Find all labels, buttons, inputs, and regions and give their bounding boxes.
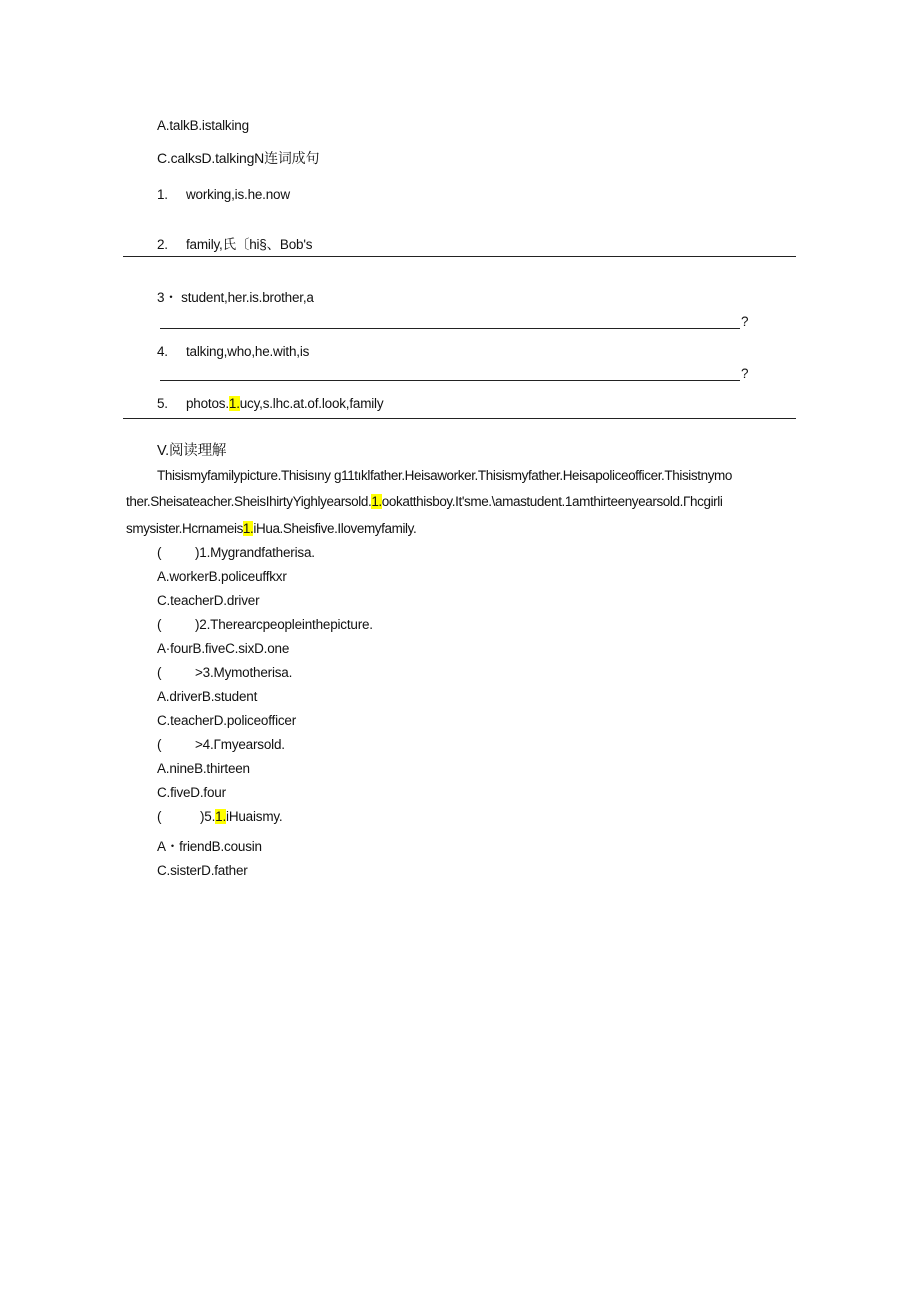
question-5 (157, 808, 282, 826)
ordering-item-3 (157, 289, 314, 307)
ordering-item-2 (157, 236, 312, 254)
choice-line-2: C.calksD.talkingN连词成句 (157, 150, 320, 166)
options-row: C.teacherD.policeofficer (157, 713, 297, 728)
item-number: 2. (157, 237, 168, 252)
options-row: A·fourB.fiveC.sixD.one (157, 641, 290, 656)
highlighted-text: 1. (215, 809, 227, 824)
ordering-item-5 (157, 395, 383, 413)
item-number: 4. (157, 344, 168, 359)
answer-paren[interactable]: ( (157, 737, 162, 752)
answer-paren[interactable]: ( (157, 617, 162, 632)
answer-rule (123, 256, 796, 257)
item-number: 3・ (157, 290, 178, 305)
question-2 (157, 616, 373, 634)
options-row: C.fiveD.four (157, 785, 226, 800)
options-row: C.teacherD.driver (157, 593, 260, 608)
passage-line-2 (126, 493, 722, 511)
ordering-item-1 (157, 186, 290, 204)
highlighted-text: 1. (242, 521, 254, 536)
question-stem: >3.Mymotherisa. (195, 665, 293, 680)
passage-line-1: Thisismyfamilypicture.Thisisıny g11tıklfather.Heisaworker.Thisismyfather.Heisapoliceofficer.Thisistnymo (157, 468, 733, 483)
answer-blank[interactable] (160, 328, 740, 329)
choice-line-1: A.talkB.istalking (157, 118, 249, 133)
answer-blank[interactable] (160, 380, 740, 381)
answer-paren[interactable]: ( (157, 665, 162, 680)
question-stem: )1.Mygrandfatherisa. (195, 545, 315, 560)
ordering-item-4 (157, 343, 309, 361)
question-stem: )2.Therearcpeopleinthepicture. (195, 617, 373, 632)
highlighted-text: 1. (228, 396, 240, 411)
question-mark: ? (741, 314, 749, 329)
item-words: ucy,s.lhc.at.of.look,family (239, 396, 384, 411)
answer-paren[interactable]: ( (157, 545, 162, 560)
question-3 (157, 664, 292, 682)
item-words: working,is.he.now (186, 187, 290, 202)
answer-rule (123, 418, 796, 419)
question-4 (157, 736, 285, 754)
options-row: C.sisterD.father (157, 863, 248, 878)
item-words: photos. (186, 396, 229, 411)
options-row: A.driverB.student (157, 689, 258, 704)
question-1 (157, 544, 315, 562)
options-row: A・friendB.cousin (157, 839, 262, 854)
passage-text: ookatthisboy.It'sme.\amastudent.1amthirteenyearsold.Γhcgirli (381, 494, 723, 509)
question-mark: ? (741, 366, 749, 381)
item-number: 1. (157, 187, 168, 202)
section-heading: V.阅读理解 (157, 443, 227, 459)
item-words: talking,who,he.with,is (186, 344, 310, 359)
options-row: A.workerB.policeuffkxr (157, 569, 287, 584)
question-stem: >4.Γmyearsold. (195, 737, 285, 752)
passage-text: ther.Sheisateacher.SheisIhirtyYighlyearsold. (126, 494, 372, 509)
item-number: 5. (157, 396, 168, 411)
passage-text: smysister.Hcrnameis (126, 521, 243, 536)
item-words: family,氏〔hi§、Bob's (186, 237, 313, 252)
question-stem: iHuaismy. (226, 809, 283, 824)
passage-line-3 (126, 520, 416, 538)
item-words: student,her.is.brother,a (181, 290, 314, 305)
answer-paren[interactable]: ( (157, 809, 162, 824)
passage-text: iHua.Sheisfive.Ilovemyfamily. (253, 521, 417, 536)
question-stem: )5. (200, 809, 216, 824)
options-row: A.nineB.thirteen (157, 761, 250, 776)
highlighted-text: 1. (371, 494, 382, 509)
